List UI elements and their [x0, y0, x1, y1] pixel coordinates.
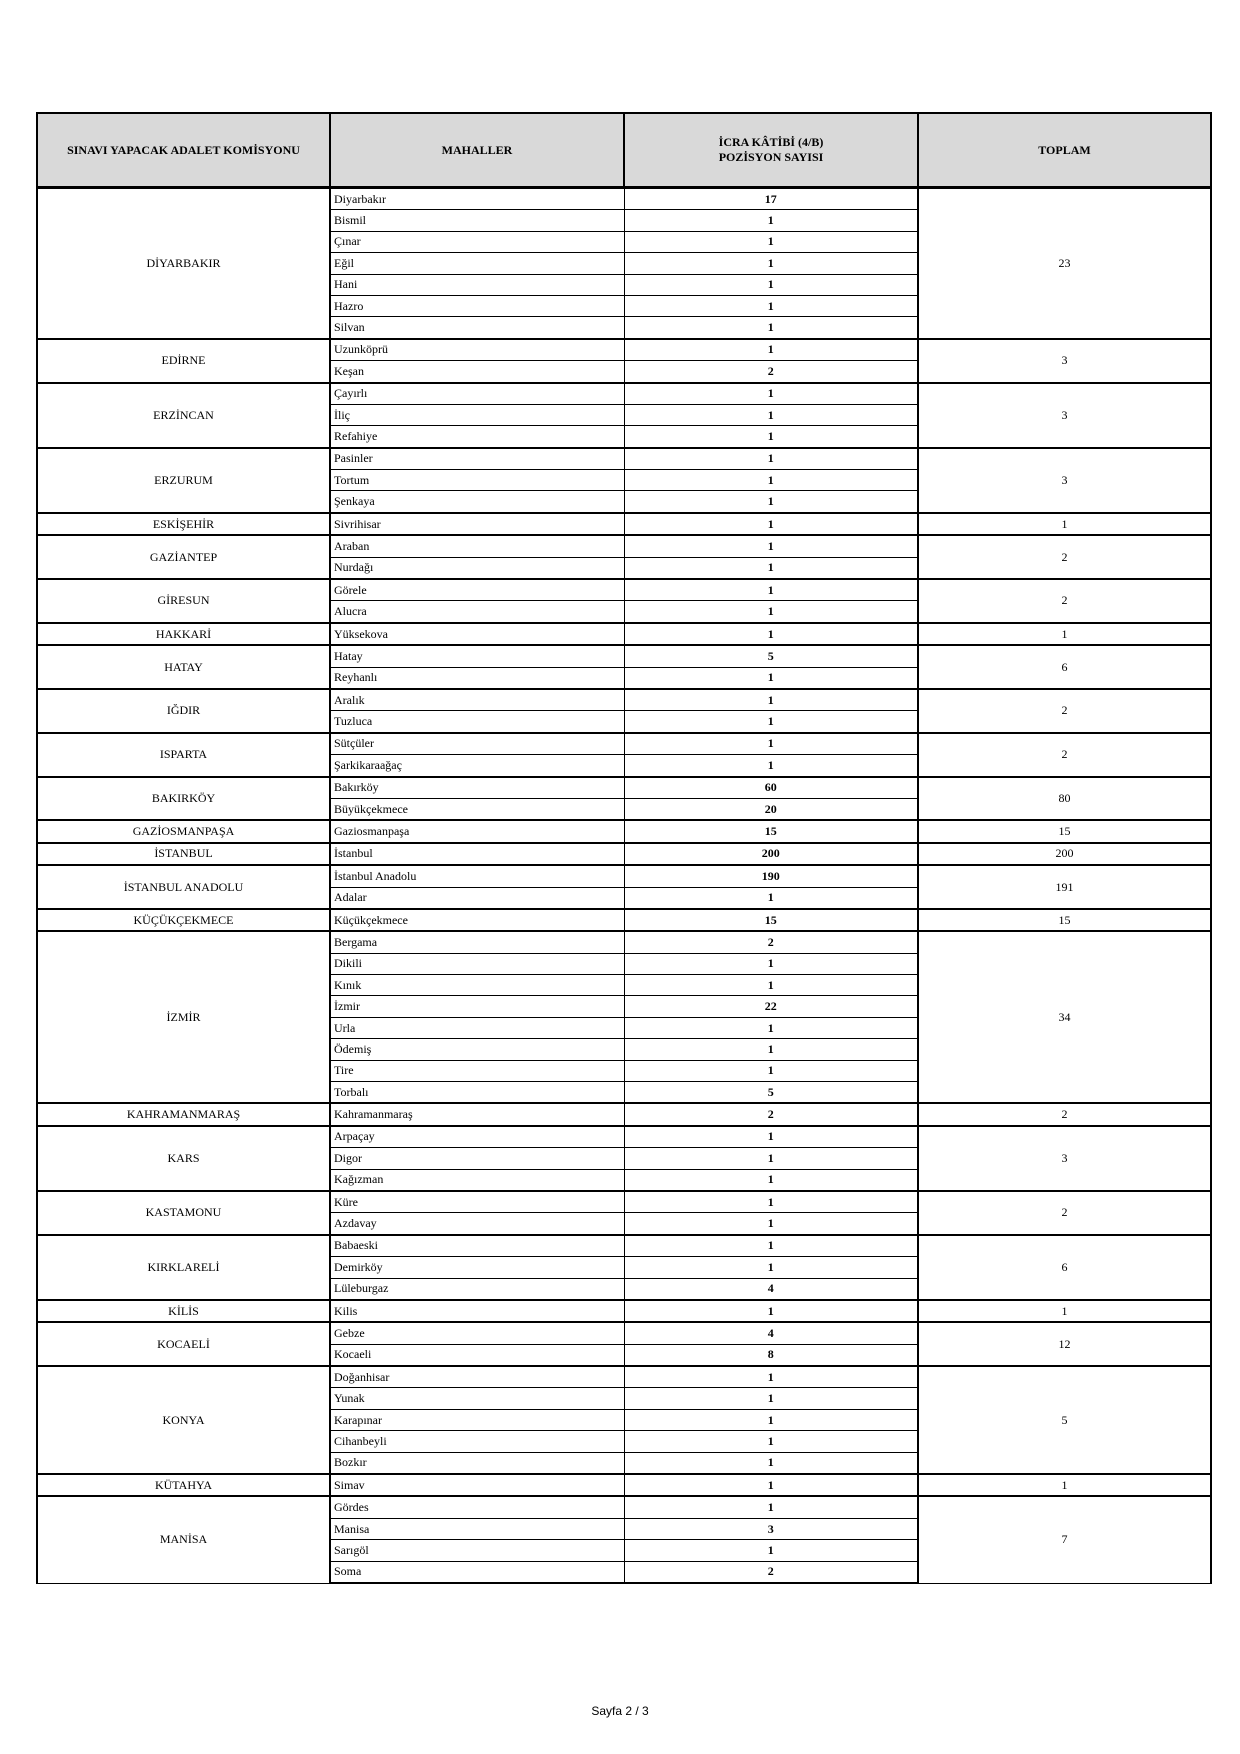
pozisyon-cell: 1 — [624, 601, 918, 623]
mahal-cell: Tortum — [330, 470, 624, 491]
pozisyon-cell: 1 — [624, 1235, 918, 1257]
komisyon-cell: KİLİS — [37, 1300, 330, 1322]
mahal-cell: Yüksekova — [330, 623, 624, 645]
mahal-cell: Kağızman — [330, 1169, 624, 1191]
pozisyon-cell: 1 — [624, 557, 918, 579]
komisyon-cell: KASTAMONU — [37, 1191, 330, 1235]
mahal-cell: Keşan — [330, 361, 624, 383]
komisyon-cell: İSTANBUL — [37, 843, 330, 865]
pozisyon-cell: 1 — [624, 1366, 918, 1388]
pozisyon-cell: 1 — [624, 426, 918, 448]
pozisyon-cell: 2 — [624, 1561, 918, 1583]
table-row — [37, 1322, 1211, 1344]
table-row — [37, 865, 1211, 887]
mahal-cell: Tire — [330, 1060, 624, 1081]
table-row — [37, 188, 1211, 210]
komisyon-cell: İZMİR — [37, 931, 330, 1103]
mahal-cell: Küre — [330, 1191, 624, 1213]
pozisyon-cell: 1 — [624, 733, 918, 755]
table-row — [37, 645, 1211, 667]
table-row — [37, 535, 1211, 557]
mahal-cell: Şarkikaraağaç — [330, 755, 624, 777]
pozisyon-cell: 190 — [624, 865, 918, 887]
mahal-cell: Bakırköy — [330, 777, 624, 799]
pozisyon-cell: 1 — [624, 1300, 918, 1322]
pozisyon-cell: 1 — [624, 491, 918, 513]
pozisyon-cell: 1 — [624, 711, 918, 733]
pozisyon-cell: 1 — [624, 1452, 918, 1474]
pozisyon-cell: 15 — [624, 820, 918, 842]
mahal-cell: Sivrihisar — [330, 513, 624, 535]
toplam-cell: 15 — [918, 820, 1211, 842]
mahal-cell: Ödemiş — [330, 1039, 624, 1060]
mahal-cell: Büyükçekmece — [330, 798, 624, 820]
mahal-cell: Pasinler — [330, 448, 624, 470]
pozisyon-cell: 1 — [624, 535, 918, 557]
pozisyon-cell: 60 — [624, 777, 918, 799]
komisyon-cell: KARS — [37, 1126, 330, 1191]
komisyon-cell: EDİRNE — [37, 339, 330, 383]
mahal-cell: Cihanbeyli — [330, 1431, 624, 1452]
table-row — [37, 1191, 1211, 1213]
mahal-cell: Kocaeli — [330, 1344, 624, 1366]
komisyon-cell: KAHRAMANMARAŞ — [37, 1103, 330, 1125]
toplam-cell: 2 — [918, 535, 1211, 579]
mahal-cell: Reyhanlı — [330, 667, 624, 689]
header-pozisyon — [624, 113, 918, 188]
table-row — [37, 1366, 1211, 1388]
pozisyon-cell: 1 — [624, 667, 918, 689]
komisyon-cell: ISPARTA — [37, 733, 330, 777]
table-body — [37, 188, 1211, 1584]
toplam-cell: 2 — [918, 689, 1211, 733]
mahal-cell: Digor — [330, 1148, 624, 1169]
toplam-cell: 2 — [918, 733, 1211, 777]
komisyon-cell: KIRKLARELİ — [37, 1235, 330, 1300]
mahal-cell: Simav — [330, 1474, 624, 1496]
table-row — [37, 1300, 1211, 1322]
pozisyon-cell: 1 — [624, 1060, 918, 1081]
mahal-cell: Nurdağı — [330, 557, 624, 579]
toplam-cell: 3 — [918, 339, 1211, 383]
positions-table — [36, 112, 1212, 1584]
pozisyon-cell: 1 — [624, 1169, 918, 1191]
pozisyon-cell: 1 — [624, 1148, 918, 1169]
mahal-cell: İzmir — [330, 996, 624, 1017]
toplam-cell: 6 — [918, 645, 1211, 689]
mahal-cell: Bismil — [330, 210, 624, 231]
komisyon-cell: HAKKARİ — [37, 623, 330, 645]
pozisyon-cell: 1 — [624, 1039, 918, 1060]
komisyon-cell: MANİSA — [37, 1496, 330, 1583]
header-komisyon: SINAVI YAPACAK ADALET KOMİSYONU — [37, 113, 330, 188]
komisyon-cell: ESKİŞEHİR — [37, 513, 330, 535]
header-toplam: TOPLAM — [918, 113, 1211, 188]
table-row — [37, 1126, 1211, 1148]
pozisyon-cell: 1 — [624, 1409, 918, 1430]
mahal-cell: Hazro — [330, 295, 624, 316]
mahal-cell: Soma — [330, 1561, 624, 1583]
pozisyon-cell: 1 — [624, 470, 918, 491]
mahal-cell: Silvan — [330, 317, 624, 339]
pozisyon-cell: 8 — [624, 1344, 918, 1366]
pozisyon-cell: 15 — [624, 909, 918, 931]
mahal-cell: Aralık — [330, 689, 624, 711]
pozisyon-cell: 1 — [624, 1257, 918, 1278]
komisyon-cell: KÜÇÜKÇEKMECE — [37, 909, 330, 931]
mahal-cell: Lüleburgaz — [330, 1278, 624, 1300]
komisyon-cell: BAKIRKÖY — [37, 777, 330, 821]
table-row — [37, 733, 1211, 755]
pozisyon-cell: 1 — [624, 513, 918, 535]
komisyon-cell: HATAY — [37, 645, 330, 689]
pozisyon-cell: 1 — [624, 1540, 918, 1561]
table-row — [37, 843, 1211, 865]
mahal-cell: Görele — [330, 579, 624, 601]
toplam-cell: 2 — [918, 1103, 1211, 1125]
pozisyon-cell: 4 — [624, 1322, 918, 1344]
table-row — [37, 1474, 1211, 1496]
toplam-cell: 1 — [918, 513, 1211, 535]
pozisyon-cell: 200 — [624, 843, 918, 865]
toplam-cell: 1 — [918, 1474, 1211, 1496]
mahal-cell: Urla — [330, 1017, 624, 1038]
pozisyon-cell: 4 — [624, 1278, 918, 1300]
mahal-cell: Adalar — [330, 887, 624, 909]
pozisyon-cell: 2 — [624, 361, 918, 383]
pozisyon-cell: 1 — [624, 295, 918, 316]
page-number: Sayfa 2 / 3 — [591, 1704, 649, 1718]
pozisyon-cell: 1 — [624, 274, 918, 295]
pozisyon-cell: 1 — [624, 210, 918, 231]
mahal-cell: Hani — [330, 274, 624, 295]
mahal-cell: Bozkır — [330, 1452, 624, 1474]
mahal-cell: Demirköy — [330, 1257, 624, 1278]
pozisyon-cell: 1 — [624, 448, 918, 470]
mahal-cell: Dikili — [330, 953, 624, 974]
toplam-cell: 2 — [918, 1191, 1211, 1235]
toplam-cell: 191 — [918, 865, 1211, 909]
table-row — [37, 1235, 1211, 1257]
toplam-cell: 200 — [918, 843, 1211, 865]
pozisyon-cell: 1 — [624, 1017, 918, 1038]
table-row — [37, 820, 1211, 842]
mahal-cell: Uzunköprü — [330, 339, 624, 361]
pozisyon-cell: 2 — [624, 931, 918, 953]
toplam-cell: 7 — [918, 1496, 1211, 1583]
pozisyon-cell: 5 — [624, 1082, 918, 1104]
mahal-cell: Sütçüler — [330, 733, 624, 755]
pozisyon-cell: 1 — [624, 1213, 918, 1235]
mahal-cell: Küçükçekmece — [330, 909, 624, 931]
mahal-cell: Bergama — [330, 931, 624, 953]
mahal-cell: Gebze — [330, 1322, 624, 1344]
mahal-cell: Şenkaya — [330, 491, 624, 513]
toplam-cell: 34 — [918, 931, 1211, 1103]
mahal-cell: Çayırlı — [330, 383, 624, 405]
mahal-cell: Tuzluca — [330, 711, 624, 733]
pozisyon-cell: 1 — [624, 253, 918, 274]
header-pozisyon-line2: POZİSYON SAYISI — [718, 150, 824, 164]
pozisyon-cell: 2 — [624, 1103, 918, 1125]
mahal-cell: Azdavay — [330, 1213, 624, 1235]
komisyon-cell: İSTANBUL ANADOLU — [37, 865, 330, 909]
header-pozisyon-line1: İCRA KÂTİBİ (4/B) — [718, 135, 824, 149]
pozisyon-cell: 1 — [624, 1388, 918, 1409]
table-row — [37, 909, 1211, 931]
komisyon-cell: DİYARBAKIR — [37, 188, 330, 339]
mahal-cell: Hatay — [330, 645, 624, 667]
toplam-cell: 23 — [918, 188, 1211, 339]
pozisyon-cell: 1 — [624, 1474, 918, 1496]
pozisyon-cell: 5 — [624, 645, 918, 667]
mahal-cell: Yunak — [330, 1388, 624, 1409]
pozisyon-cell: 3 — [624, 1518, 918, 1539]
mahal-cell: Karapınar — [330, 1409, 624, 1430]
mahal-cell: Eğil — [330, 253, 624, 274]
mahal-cell: Arpaçay — [330, 1126, 624, 1148]
mahal-cell: Kilis — [330, 1300, 624, 1322]
mahal-cell: İstanbul — [330, 843, 624, 865]
pozisyon-cell: 1 — [624, 755, 918, 777]
toplam-cell: 5 — [918, 1366, 1211, 1474]
table-row — [37, 448, 1211, 470]
pozisyon-cell: 1 — [624, 404, 918, 425]
pozisyon-cell: 1 — [624, 623, 918, 645]
table-row — [37, 513, 1211, 535]
mahal-cell: Çınar — [330, 231, 624, 252]
mahal-cell: Babaeski — [330, 1235, 624, 1257]
komisyon-cell: GAZİOSMANPAŞA — [37, 820, 330, 842]
toplam-cell: 3 — [918, 383, 1211, 448]
komisyon-cell: ERZİNCAN — [37, 383, 330, 448]
komisyon-cell: KONYA — [37, 1366, 330, 1474]
table-row — [37, 931, 1211, 953]
toplam-cell: 15 — [918, 909, 1211, 931]
toplam-cell: 6 — [918, 1235, 1211, 1300]
toplam-cell: 1 — [918, 623, 1211, 645]
pozisyon-cell: 1 — [624, 317, 918, 339]
pozisyon-cell: 1 — [624, 1431, 918, 1452]
pozisyon-cell: 1 — [624, 1126, 918, 1148]
mahal-cell: İliç — [330, 404, 624, 425]
pozisyon-cell: 17 — [624, 188, 918, 210]
header-mahaller: MAHALLER — [330, 113, 624, 188]
mahal-cell: Alucra — [330, 601, 624, 623]
toplam-cell: 80 — [918, 777, 1211, 821]
komisyon-cell: GİRESUN — [37, 579, 330, 623]
table-row — [37, 1496, 1211, 1518]
komisyon-cell: KOCAELİ — [37, 1322, 330, 1366]
table-row — [37, 689, 1211, 711]
pozisyon-cell: 1 — [624, 579, 918, 601]
mahal-cell: Doğanhisar — [330, 1366, 624, 1388]
table-row — [37, 383, 1211, 405]
pozisyon-cell: 1 — [624, 383, 918, 405]
table-row — [37, 339, 1211, 361]
mahal-cell: Torbalı — [330, 1082, 624, 1104]
komisyon-cell: GAZİANTEP — [37, 535, 330, 579]
mahal-cell: Gördes — [330, 1496, 624, 1518]
pozisyon-cell: 1 — [624, 1496, 918, 1518]
pozisyon-cell: 1 — [624, 689, 918, 711]
pozisyon-cell: 1 — [624, 231, 918, 252]
toplam-cell: 3 — [918, 1126, 1211, 1191]
toplam-cell: 2 — [918, 579, 1211, 623]
pozisyon-cell: 20 — [624, 798, 918, 820]
mahal-cell: Diyarbakır — [330, 188, 624, 210]
mahal-cell: İstanbul Anadolu — [330, 865, 624, 887]
komisyon-cell: ERZURUM — [37, 448, 330, 513]
mahal-cell: Refahiye — [330, 426, 624, 448]
pozisyon-cell: 1 — [624, 953, 918, 974]
table-row — [37, 1103, 1211, 1125]
pozisyon-cell: 22 — [624, 996, 918, 1017]
table-row — [37, 777, 1211, 799]
mahal-cell: Kahramanmaraş — [330, 1103, 624, 1125]
pozisyon-cell: 1 — [624, 975, 918, 996]
pozisyon-cell: 1 — [624, 339, 918, 361]
table-row — [37, 623, 1211, 645]
toplam-cell: 12 — [918, 1322, 1211, 1366]
toplam-cell: 1 — [918, 1300, 1211, 1322]
toplam-cell: 3 — [918, 448, 1211, 513]
table-row — [37, 579, 1211, 601]
mahal-cell: Gaziosmanpaşa — [330, 820, 624, 842]
komisyon-cell: KÜTAHYA — [37, 1474, 330, 1496]
pozisyon-cell: 1 — [624, 1191, 918, 1213]
pozisyon-cell: 1 — [624, 887, 918, 909]
mahal-cell: Sarıgöl — [330, 1540, 624, 1561]
table-header-row — [37, 113, 1211, 188]
mahal-cell: Kınık — [330, 975, 624, 996]
mahal-cell: Manisa — [330, 1518, 624, 1539]
mahal-cell: Araban — [330, 535, 624, 557]
komisyon-cell: IĞDIR — [37, 689, 330, 733]
